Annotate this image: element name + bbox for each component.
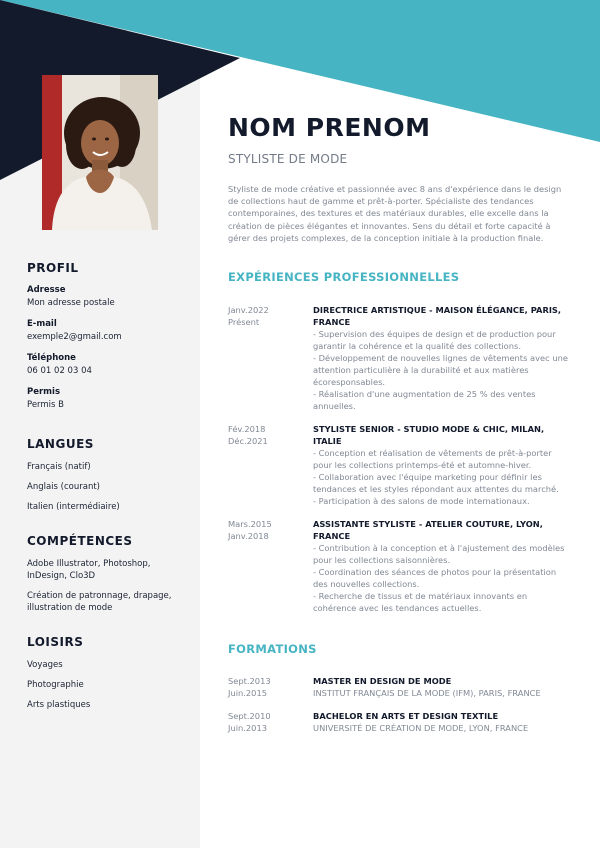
end-date: Déc.2021	[228, 436, 268, 446]
competences-heading: COMPÉTENCES	[27, 534, 133, 548]
start-date: Mars.2015	[228, 519, 272, 529]
profil-heading: PROFIL	[27, 261, 79, 275]
experience-bullet: - Supervision des équipes de design et de production pour garantir la cohérence et la qualité des collections.	[313, 329, 556, 351]
loisirs-heading: LOISIRS	[27, 635, 84, 649]
experience-dates	[228, 518, 308, 542]
hobby-item: Photographie	[27, 680, 84, 690]
email-value: exemple2@gmail.com	[27, 332, 122, 342]
experience-body	[313, 518, 573, 614]
experience-dates	[228, 423, 308, 447]
profile-photo	[42, 75, 158, 230]
formation-dates	[228, 675, 308, 699]
experience-bullet: - Conception et réalisation de vêtements de prêt-à-porter pour les collections printemps-été et automne-hiver.	[313, 448, 552, 470]
address-value: Mon adresse postale	[27, 298, 115, 308]
end-date: Janv.2018	[228, 531, 269, 541]
loisirs-section	[27, 635, 187, 719]
language-item: Italien (intermédiaire)	[27, 502, 120, 512]
formation-school: INSTITUT FRANÇAIS DE LA MODE (IFM), PARIS, FRANCE	[313, 688, 541, 698]
language-item: Anglais (courant)	[27, 482, 100, 492]
experience-bullet: - Contribution à la conception et à l'ajustement des modèles pour les collections saisonnières.	[313, 543, 565, 565]
hobby-item: Arts plastiques	[27, 700, 91, 710]
license-value: Permis B	[27, 400, 65, 410]
formations-heading: FORMATIONS	[228, 642, 317, 656]
end-date: Juin.2013	[228, 723, 268, 733]
start-date: Janv.2022	[228, 305, 269, 315]
profile-summary: Styliste de mode créative et passionnée avec 8 ans d'expérience dans le design de collections haut de gamme et prêt-à-porter. Spécialiste des tendances contemporaines, des textures et des matériaux durables, elle excelle dans la création de pièces élégantes et innovantes. Sens du détail et forte capacité à gérer des projets complexes, de la conception initiale à la production finale.	[228, 184, 562, 243]
address-label: Adresse	[27, 285, 66, 295]
experience-bullet: - Participation à des salons de mode internationaux.	[313, 496, 530, 506]
full-name: NOM PRENOM	[228, 113, 431, 142]
phone-value: 06 01 02 03 04	[27, 366, 92, 376]
experience-bullet: - Développement de nouvelles lignes de vêtements avec une attention particulière à la durabilité et aux matières écoresponsables.	[313, 353, 568, 387]
formation-title: BACHELOR EN ARTS ET DESIGN TEXTILE	[313, 711, 499, 721]
skill-item: Adobe Illustrator, Photoshop, InDesign, Clo3D	[27, 559, 151, 581]
formation-dates	[228, 710, 308, 734]
formation-body	[313, 710, 573, 734]
hobby-item: Voyages	[27, 660, 63, 670]
experience-bullet: - Coordination des séances de photos pour la présentation des nouvelles collections.	[313, 567, 557, 589]
langues-heading: LANGUES	[27, 437, 94, 451]
experience-title: DIRECTRICE ARTISTIQUE - MAISON ÉLÉGANCE, PARIS, FRANCE	[313, 305, 562, 327]
formation-school: UNIVERSITÉ DE CRÉATION DE MODE, LYON, FRANCE	[313, 723, 529, 733]
license-label: Permis	[27, 387, 61, 397]
experience-title: STYLISTE SENIOR - STUDIO MODE & CHIC, MILAN, ITALIE	[313, 424, 545, 446]
experience-body	[313, 304, 573, 412]
experience-bullet: - Réalisation d'une augmentation de 25 % des ventes annuelles.	[313, 389, 536, 411]
start-date: Sept.2013	[228, 676, 271, 686]
end-date: Présent	[228, 317, 260, 327]
experience-title: ASSISTANTE STYLISTE - ATELIER COUTURE, LYON, FRANCE	[313, 519, 543, 541]
phone-label: Téléphone	[27, 353, 76, 363]
competences-section	[27, 534, 187, 622]
email-label: E-mail	[27, 319, 57, 329]
skill-item: Création de patronnage, drapage, illustration de mode	[27, 591, 172, 613]
start-date: Sept.2010	[228, 711, 271, 721]
formation-title: MASTER EN DESIGN DE MODE	[313, 676, 452, 686]
experience-bullet: - Recherche de tissus et de matériaux innovants en cohérence avec les tendances actuelles.	[313, 591, 528, 613]
job-title: STYLISTE DE MODE	[228, 152, 348, 166]
end-date: Juin.2015	[228, 688, 268, 698]
formation-body	[313, 675, 573, 699]
experiences-heading: EXPÉRIENCES PROFESSIONNELLES	[228, 270, 460, 284]
start-date: Fév.2018	[228, 424, 266, 434]
langues-section	[27, 437, 187, 521]
experience-dates	[228, 304, 308, 328]
experience-bullet: - Collaboration avec l'équipe marketing pour définir les tendances et les styles répondant aux attentes du marché.	[313, 472, 559, 494]
language-item: Français (natif)	[27, 462, 91, 472]
experience-body	[313, 423, 573, 507]
profil-section	[27, 261, 187, 421]
